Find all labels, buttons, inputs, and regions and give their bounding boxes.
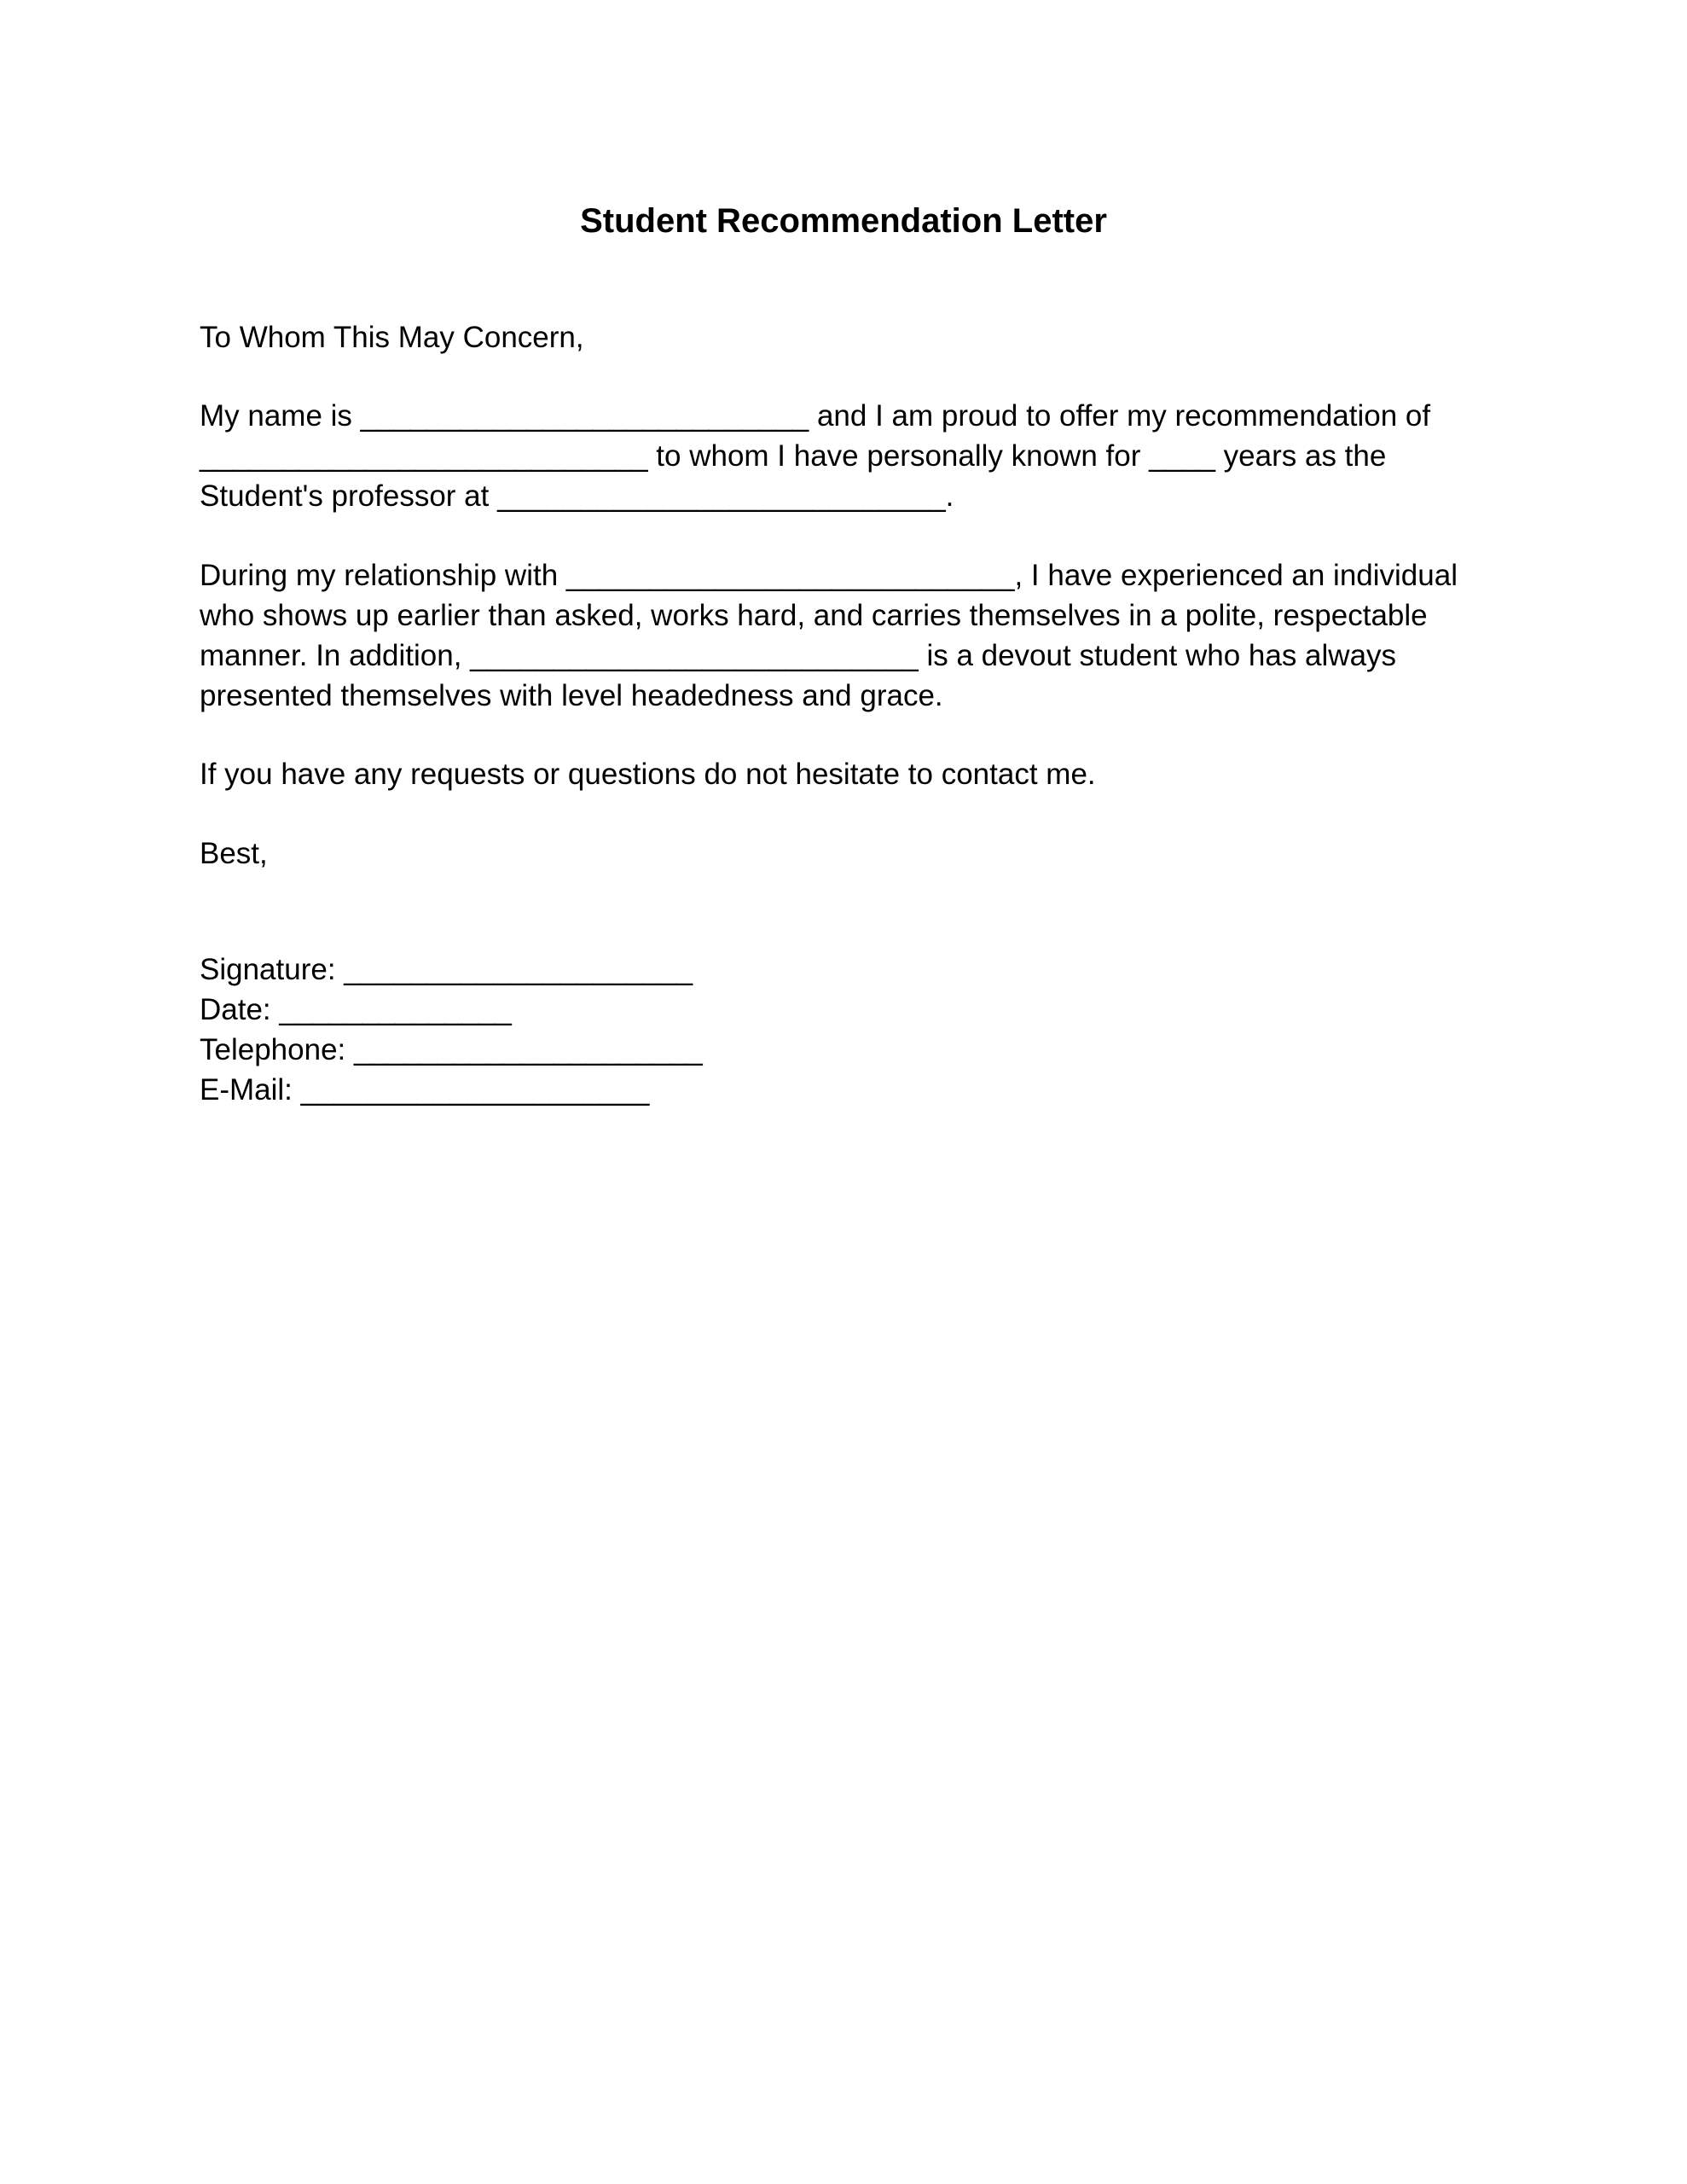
paragraph-2-line-3: manner. In addition, ___________________________ is a devout student who has always [200, 639, 1397, 672]
paragraph-3: If you have any requests or questions do not hesitate to contact me. [200, 758, 1096, 791]
telephone-field: Telephone: _____________________ [200, 1033, 703, 1066]
closing: Best, [200, 837, 268, 870]
date-field: Date: ______________ [200, 993, 512, 1026]
paragraph-1-line-1: My name is ___________________________ and I am proud to offer my recommendation of [200, 399, 1431, 433]
salutation: To Whom This May Concern, [200, 321, 584, 354]
paragraph-2-line-4: presented themselves with level headedness and grace. [200, 679, 943, 712]
paragraph-2-line-2: who shows up earlier than asked, works hard, and carries themselves in a polite, respectable [200, 599, 1428, 632]
email-field: E-Mail: _____________________ [200, 1073, 650, 1107]
signature-field: Signature: _____________________ [200, 953, 693, 986]
paragraph-1-line-2: ___________________________ to whom I have personally known for ____ years as the [200, 439, 1387, 473]
page-title: Student Recommendation Letter [580, 202, 1107, 240]
paragraph-1-line-3: Student's professor at ___________________________. [200, 479, 954, 513]
paragraph-2-line-1: During my relationship with ___________________________, I have experienced an individual [200, 559, 1458, 592]
